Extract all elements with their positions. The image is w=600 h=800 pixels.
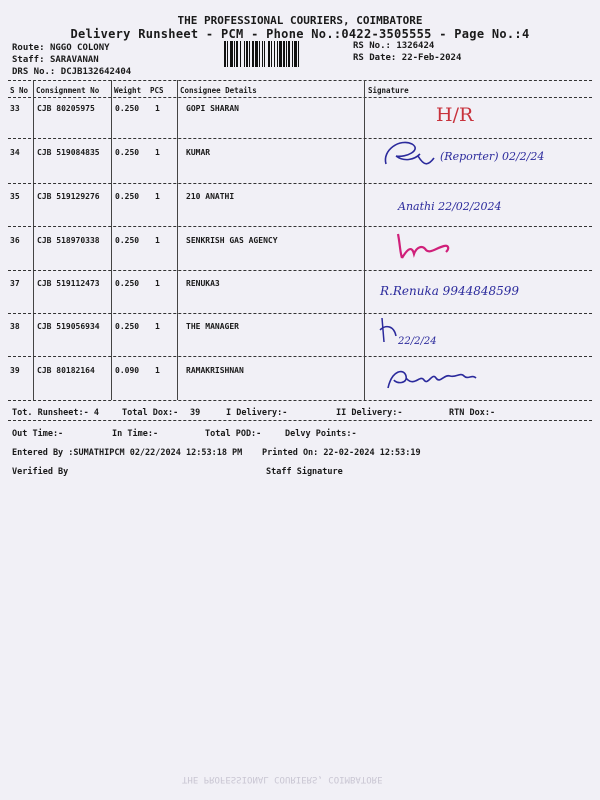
row-consignment: CJB 519112473 [37,279,100,288]
row-divider [8,183,592,184]
drs-line [12,67,131,77]
row-consignment: CJB 518970338 [37,236,100,245]
row-divider [8,313,592,314]
barcode-image [224,41,348,67]
row-consignment: CJB 519129276 [37,192,100,201]
row-divider [8,226,592,227]
signature-text: Anathi 22/02/2024 [398,200,502,213]
table-top-rule [8,80,592,81]
signature-scribble [378,316,400,348]
entered-by: Entered By :SUMATHIPCM 02/22/2024 12:53:18 PM [12,448,243,458]
row-weight: 0.250 [115,104,140,113]
row-weight: 0.250 [115,148,140,157]
rs-no-value: 1326424 [396,41,435,51]
rtn-dox: RTN Dox:- [449,408,496,418]
row-pcs: 1 [155,192,160,201]
staff-value: SARAVANAN [49,55,99,65]
row-pcs: 1 [155,104,160,113]
signature-scribble [394,230,454,266]
row-consignee: KUMAR [186,148,211,157]
col-header-weight: Weight [114,86,142,95]
verified-by: Verified By [12,467,69,477]
row-pcs: 1 [155,366,160,375]
signature-scribble [384,364,480,398]
rs-no-line [353,41,434,51]
row-weight: 0.250 [115,279,140,288]
row-consignment: CJB 80182164 [37,366,95,375]
staff-line [12,55,99,65]
row-consignment: CJB 519056934 [37,322,100,331]
row-pcs: 1 [155,322,160,331]
drs-label: DRS No.: [12,67,56,77]
col-header-consignment: Consignment No [36,86,100,95]
tot-runsheet: Tot. Runsheet:- 4 [12,408,99,418]
row-weight: 0.090 [115,366,140,375]
row-sno: 38 [10,322,20,331]
row-sno: 39 [10,366,20,375]
row-divider [8,356,592,357]
delvy-points: Delvy Points:- [285,429,357,439]
col-divider [111,80,112,400]
rs-date-value: 22-Feb-2024 [401,53,462,63]
company-title: THE PROFESSIONAL COURIERS, COIMBATORE [177,14,423,27]
col-header-sno: S No [10,86,29,95]
row-pcs: 1 [155,236,160,245]
col-divider [33,80,34,400]
col-header-consignee: Consignee Details [180,86,257,95]
row-consignee: RAMAKRISHNAN [186,366,244,375]
route-value: NGGO COLONY [49,43,110,53]
row-divider [8,138,592,139]
total-dox-label: Total Dox:- [122,408,179,418]
row-consignment: CJB 80205975 [37,104,95,113]
in-time: In Time:- [112,429,159,439]
row-consignee: THE MANAGER [186,322,239,331]
row-sno: 35 [10,192,20,201]
row-weight: 0.250 [115,192,140,201]
total-dox-value: 39 [190,408,201,418]
row-weight: 0.250 [115,322,140,331]
rs-date-label: RS Date: [353,53,397,63]
signature-text: R.Renuka 9944848599 [380,284,520,298]
i-delivery: I Delivery:- [226,408,288,418]
bleed-through-text: THE PROFESSIONAL COURIERS, COIMBATORE [182,774,383,784]
staff-label: Staff: [12,55,45,65]
row-sno: 33 [10,104,20,113]
ii-delivery: II Delivery:- [336,408,403,418]
row-consignee: 210 ANATHI [186,192,235,201]
totals-rule [8,420,592,421]
row-sno: 34 [10,148,20,157]
signature-text: H/R [436,104,474,126]
row-divider [8,270,592,271]
table-bottom-rule [8,400,592,401]
row-pcs: 1 [155,279,160,288]
col-divider [364,80,365,400]
rs-no-label: RS No.: [353,41,391,51]
signature-text: 22/2/24 [398,336,437,347]
staff-signature: Staff Signature [266,467,343,477]
row-weight: 0.250 [115,236,140,245]
row-consignee: RENUKA3 [186,279,220,288]
row-consignee: GOPI SHARAN [186,104,239,113]
table-header-rule [8,97,592,98]
signature-text: (Reporter) 02/2/24 [440,150,545,163]
route-label: Route: [12,43,45,53]
row-sno: 36 [10,236,20,245]
row-pcs: 1 [155,148,160,157]
col-divider [177,80,178,400]
col-header-signature: Signature [368,86,409,95]
total-pod: Total POD:- [205,429,262,439]
row-consignee: SENKRISH GAS AGENCY [186,236,278,245]
signature-scribble [378,136,438,180]
drs-value: DCJB132642404 [60,67,132,77]
row-sno: 37 [10,279,20,288]
route-line [12,43,110,53]
runsheet-subtitle: Delivery Runsheet - PCM - Phone No.:0422-3505555 - Page No.:4 [70,27,530,41]
col-header-pcs: PCS [150,86,164,95]
rs-date-line [353,53,461,63]
out-time: Out Time:- [12,429,64,439]
row-consignment: CJB 519084835 [37,148,100,157]
printed-on: Printed On: 22-02-2024 12:53:19 [262,448,421,458]
